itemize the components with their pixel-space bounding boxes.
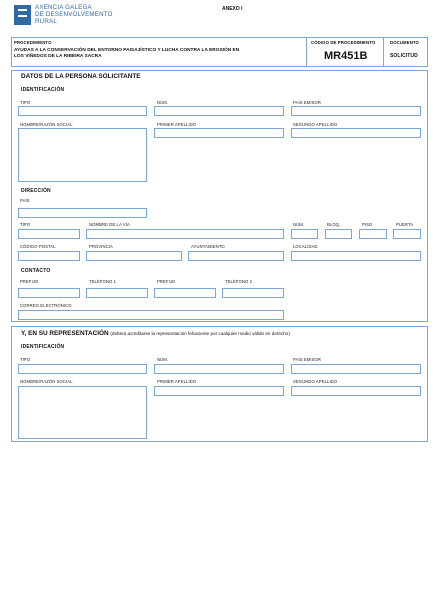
phone-2-field[interactable] bbox=[222, 288, 284, 298]
prefix-1-label: PREFIJO bbox=[20, 279, 39, 284]
street-number-label: NÚM. bbox=[293, 222, 305, 227]
rep-issuing-country-label: PAÍS EMISOR bbox=[293, 357, 322, 362]
email-label: CORREO ELECTRÓNICO bbox=[20, 303, 72, 308]
country-label: PAÍS bbox=[20, 198, 30, 203]
door-label: PUERTA bbox=[396, 222, 414, 227]
block-field[interactable] bbox=[325, 229, 352, 239]
phone-1-field[interactable] bbox=[86, 288, 148, 298]
name-label: NOMBRE/RAZÓN SOCIAL bbox=[20, 122, 73, 127]
contact-subheading: CONTACTO bbox=[21, 268, 51, 274]
road-type-label: TIPO bbox=[20, 222, 31, 227]
rep-first-surname-label: PRIMER APELLIDO bbox=[157, 379, 197, 384]
issuing-country-label: PAÍS EMISOR bbox=[293, 100, 322, 105]
representative-title: Y, EN SU REPRESENTACIÓN bbox=[21, 330, 109, 337]
id-type-field[interactable] bbox=[18, 106, 147, 116]
id-type-label: TIPO bbox=[20, 100, 31, 105]
procedure-label: PROCEDIMIENTO bbox=[14, 40, 52, 45]
id-number-field[interactable] bbox=[154, 106, 284, 116]
municipality-field[interactable] bbox=[188, 251, 284, 261]
province-field[interactable] bbox=[86, 251, 182, 261]
postal-code-field[interactable] bbox=[18, 251, 80, 261]
name-field[interactable] bbox=[18, 128, 147, 182]
agency-line-2: DE DESENVOLVEMENTO bbox=[35, 11, 113, 19]
first-surname-label: PRIMER APELLIDO bbox=[157, 122, 197, 127]
email-field[interactable] bbox=[18, 310, 284, 320]
rep-id-type-label: TIPO bbox=[20, 357, 31, 362]
first-surname-field[interactable] bbox=[154, 128, 284, 138]
procedure-title bbox=[14, 48, 304, 60]
prefix-2-field[interactable] bbox=[154, 288, 216, 298]
header-divider bbox=[306, 37, 307, 67]
rep-id-number-label: NÚM. bbox=[157, 357, 169, 362]
rep-second-surname-label: SEGUNDO APELLIDO bbox=[293, 379, 338, 384]
second-surname-field[interactable] bbox=[291, 128, 421, 138]
province-label: PROVINCIA bbox=[89, 244, 113, 249]
procedure-code-label: CÓDIGO DE PROCEDIMIENTO bbox=[311, 40, 376, 45]
floor-label: PISO bbox=[362, 222, 373, 227]
rep-name-label: NOMBRE/RAZÓN SOCIAL bbox=[20, 379, 73, 384]
id-number-label: NÚM. bbox=[157, 100, 169, 105]
phone-1-label: TELÉFONO 1 bbox=[89, 279, 117, 284]
representative-note: (deberá acreditarse la representación fehaciente por cualquier medio válido en derecho) bbox=[110, 331, 290, 336]
header-divider bbox=[383, 37, 384, 67]
rep-first-surname-field[interactable] bbox=[154, 386, 284, 396]
municipality-label: AYUNTAMIENTO bbox=[191, 244, 225, 249]
road-type-field[interactable] bbox=[18, 229, 80, 239]
annex-label: ANEXO I bbox=[222, 6, 243, 12]
procedure-title-line-2: LOS VIÑEDOS DE LA RIBEIRA SACRA bbox=[14, 54, 102, 59]
locality-label: LOCALIDAD bbox=[293, 244, 318, 249]
street-number-field[interactable] bbox=[291, 229, 318, 239]
block-label: BLOQ. bbox=[327, 222, 341, 227]
document-type: SOLICITUD bbox=[390, 53, 418, 59]
procedure-code: MR451B bbox=[324, 50, 368, 62]
locality-field[interactable] bbox=[291, 251, 421, 261]
procedure-title-line-1: AYUDAS A LA CONSERVACIÓN DEL ENTORNO PAISAJÍSTICO Y LUCHA CONTRA LA EROSIÓN EN bbox=[14, 48, 240, 53]
rep-name-field[interactable] bbox=[18, 386, 147, 439]
floor-field[interactable] bbox=[359, 229, 387, 239]
agency-line-1: AXENCIA GALEGA bbox=[35, 4, 92, 11]
road-name-field[interactable] bbox=[86, 229, 284, 239]
second-surname-label: SEGUNDO APELLIDO bbox=[293, 122, 338, 127]
address-subheading: DIRECCIÓN bbox=[21, 188, 51, 194]
prefix-1-field[interactable] bbox=[18, 288, 80, 298]
country-field[interactable] bbox=[18, 208, 147, 218]
issuing-country-field[interactable] bbox=[291, 106, 421, 116]
rep-second-surname-field[interactable] bbox=[291, 386, 421, 396]
identification-subheading: IDENTIFICACIÓN bbox=[21, 87, 65, 93]
prefix-2-label: PREFIJO bbox=[157, 279, 176, 284]
door-field[interactable] bbox=[393, 229, 421, 239]
document-label: DOCUMENTO bbox=[390, 40, 419, 45]
rep-id-number-field[interactable] bbox=[154, 364, 284, 374]
applicant-section-title: DATOS DE LA PERSONA SOLICITANTE bbox=[21, 73, 141, 80]
road-name-label: NOMBRE DE LA VÍA bbox=[89, 222, 130, 227]
phone-2-label: TELÉFONO 2 bbox=[225, 279, 253, 284]
rep-issuing-country-field[interactable] bbox=[291, 364, 421, 374]
representative-section-title bbox=[21, 330, 290, 337]
rep-id-type-field[interactable] bbox=[18, 364, 147, 374]
agency-line-3: RURAL bbox=[35, 18, 57, 26]
xunta-logo-icon bbox=[14, 5, 31, 25]
agency-name bbox=[35, 4, 113, 26]
rep-identification-subheading: IDENTIFICACIÓN bbox=[21, 344, 65, 350]
postal-code-label: CÓDIGO POSTAL bbox=[20, 244, 56, 249]
